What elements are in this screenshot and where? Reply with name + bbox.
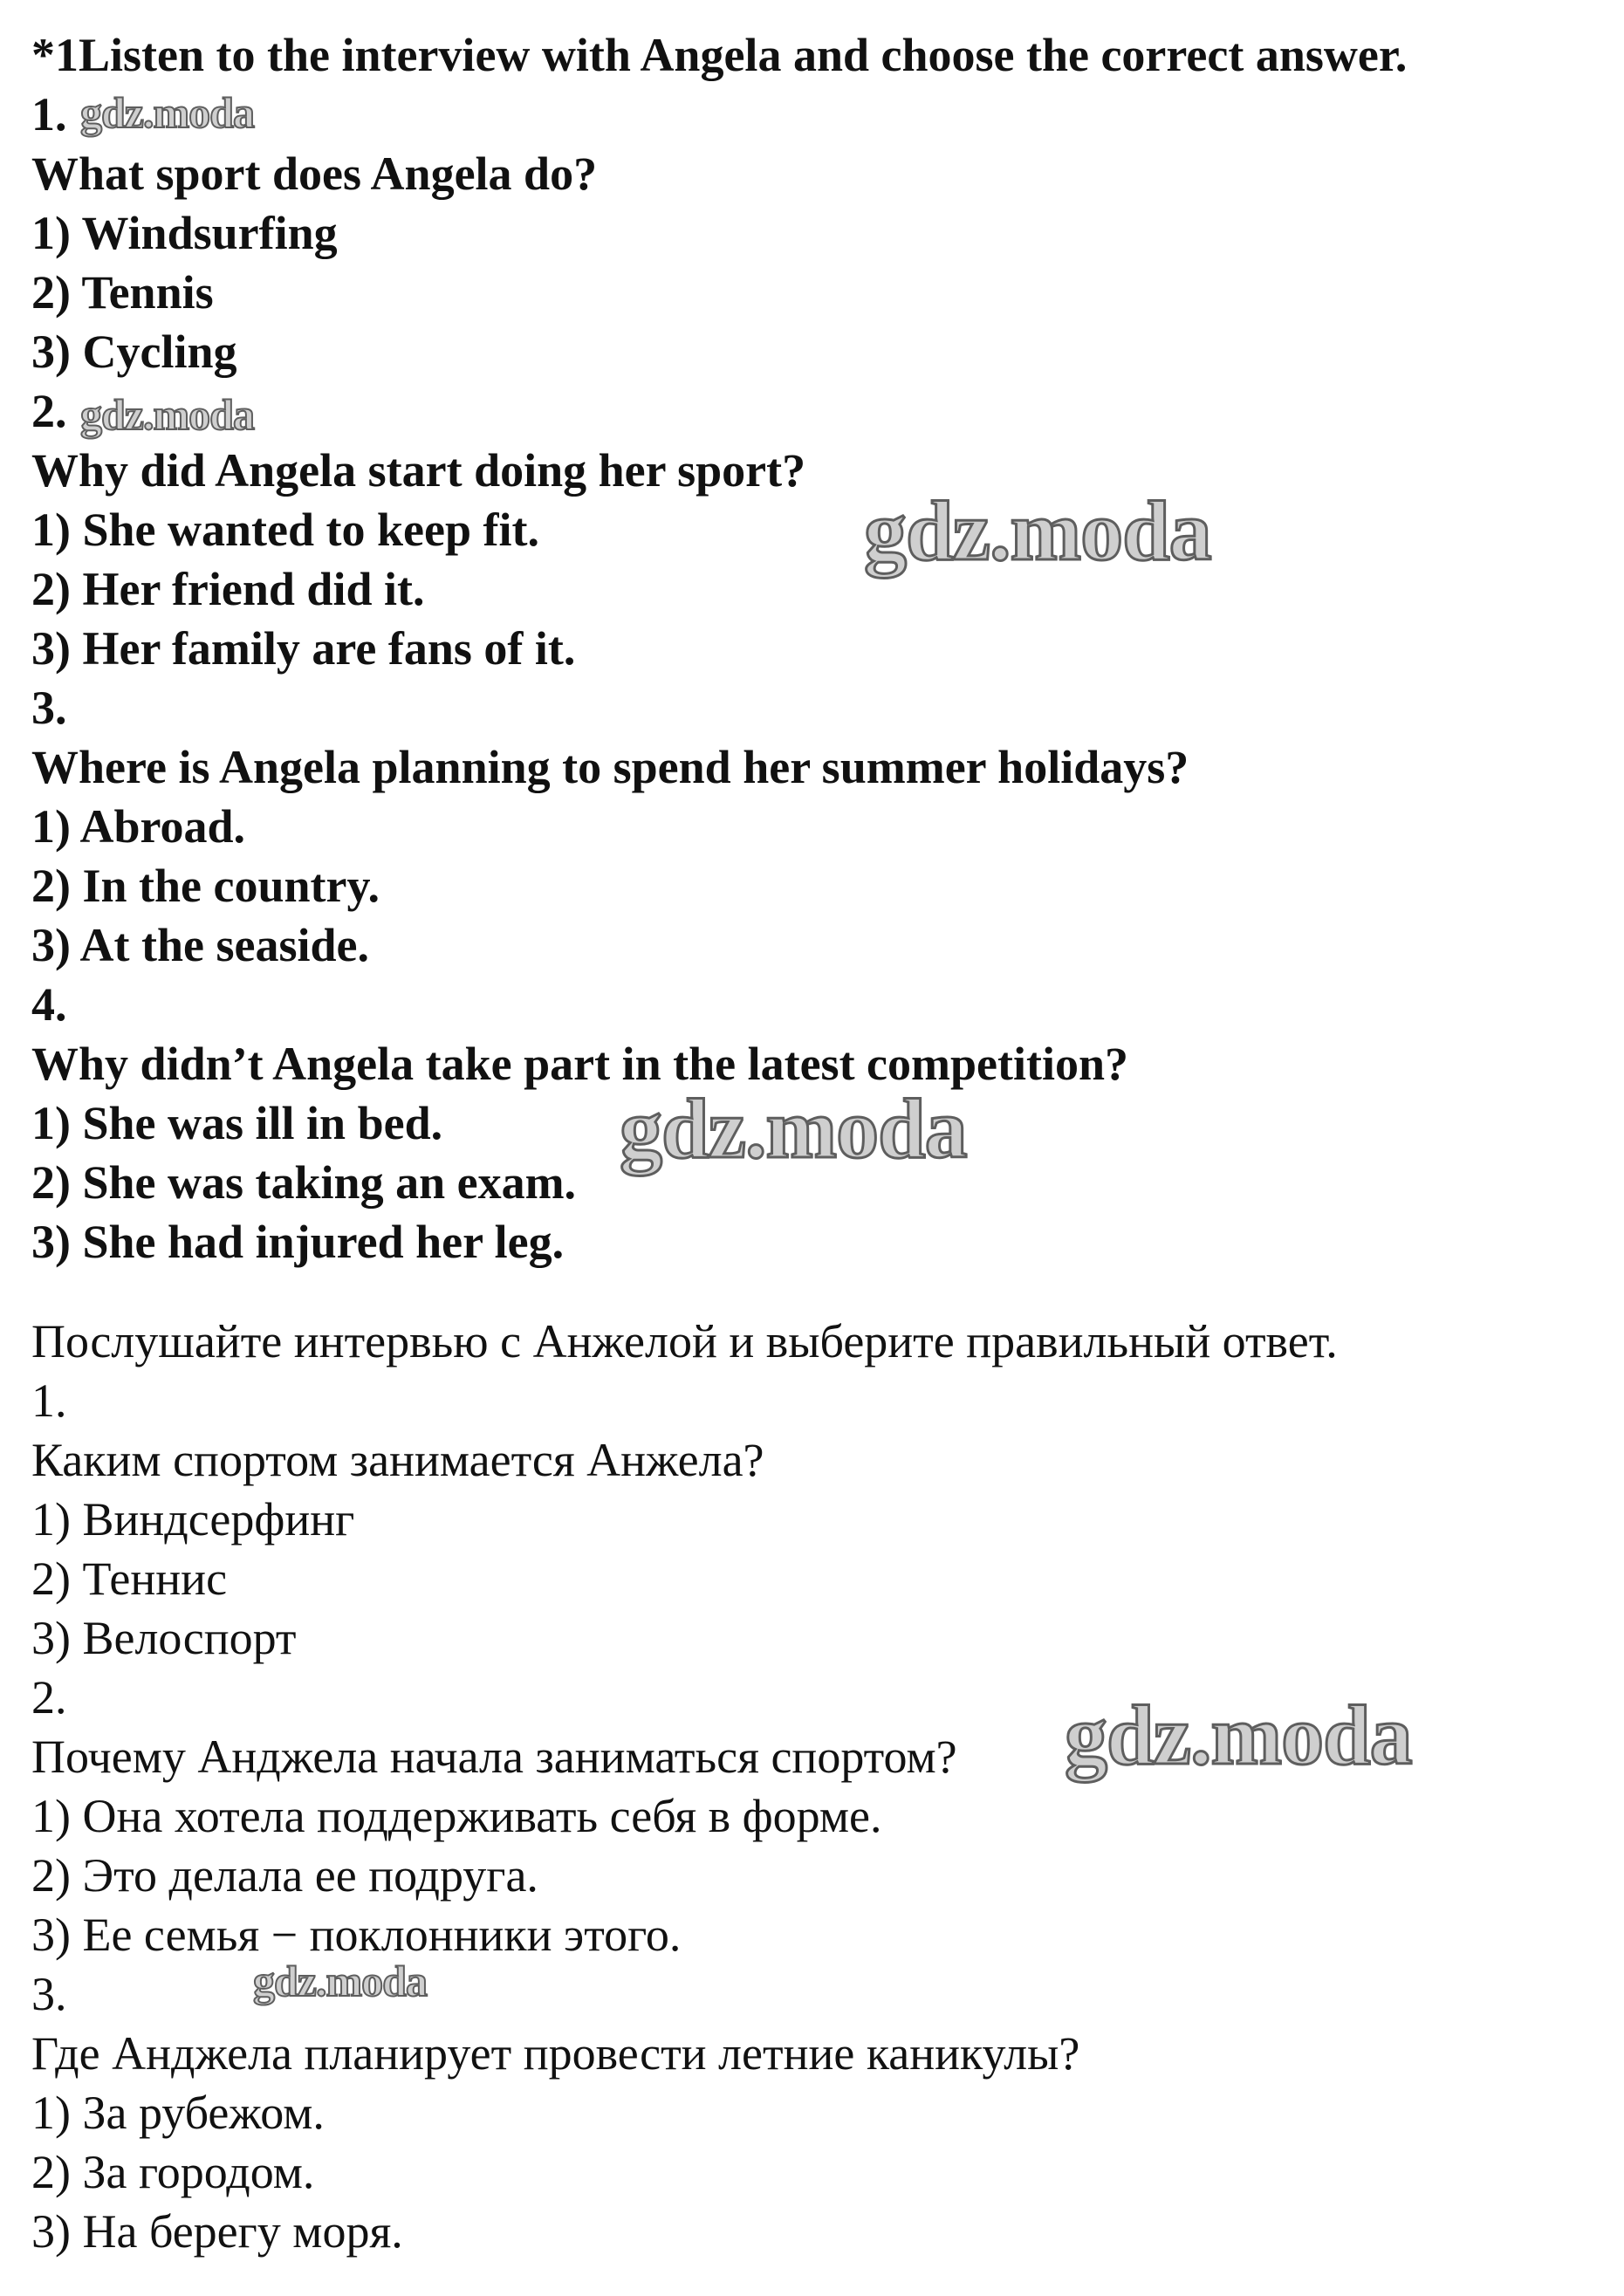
question-number: 3. <box>31 682 67 734</box>
question-number: 4. <box>31 978 67 1031</box>
answer-option: 2) За городом. <box>31 2146 315 2198</box>
question-number: 3. <box>31 1968 67 2020</box>
question-number: 1. <box>31 88 67 141</box>
watermark: gdz.moda <box>620 1082 967 1176</box>
question-text: What sport does Angela do? <box>31 147 598 200</box>
answer-option: 2) In the country. <box>31 860 380 912</box>
question-text: Где Анджела планирует провести летние каникулы? <box>31 2027 1080 2080</box>
answer-option: 3) Her family are fans of it. <box>31 622 576 675</box>
answer-option: 1) Abroad. <box>31 800 246 853</box>
answer-option: 3) Cycling <box>31 326 237 378</box>
question-text: Why did Angela start doing her sport? <box>31 444 806 497</box>
answer-option: 1) Виндсерфинг <box>31 1493 355 1546</box>
answer-option: 3) Ее семья − поклонники этого. <box>31 1909 682 1961</box>
exercise-title: *1Listen to the interview with Angela and choose the correct answer. <box>31 29 1408 81</box>
watermark: gdz.moda <box>864 484 1211 579</box>
answer-option: 2) Her friend did it. <box>31 563 425 615</box>
answer-option: 1) Она хотела поддерживать себя в форме. <box>31 1790 882 1842</box>
watermark: gdz.moda <box>253 1957 427 2005</box>
answer-option: 2) Это делала ее подруга. <box>31 1849 538 1902</box>
answer-option: 2) She was taking an exam. <box>31 1156 577 1209</box>
watermark: gdz.moda <box>80 390 254 439</box>
watermark: gdz.moda <box>1065 1689 1412 1783</box>
answer-option: 3) She had injured her leg. <box>31 1216 565 1268</box>
question-number: 1. <box>31 1374 67 1427</box>
question-text: Why didn’t Angela take part in the latest competition? <box>31 1038 1129 1090</box>
answer-option: 2) Теннис <box>31 1552 228 1605</box>
question-text: Where is Angela planning to spend her summer holidays? <box>31 741 1189 793</box>
question-number: 2. <box>31 385 67 437</box>
answer-option: 1) Windsurfing <box>31 207 338 259</box>
answer-option: 3) At the seaside. <box>31 919 369 971</box>
answer-option: 2) Tennis <box>31 266 214 319</box>
answer-option: 1) She wanted to keep fit. <box>31 504 539 556</box>
question-text: Каким спортом занимается Анжела? <box>31 1434 764 1486</box>
answer-option: 3) Велоспорт <box>31 1612 297 1664</box>
translation-title: Послушайте интервью с Анжелой и выберите правильный ответ. <box>31 1315 1338 1367</box>
watermark: gdz.moda <box>80 88 254 137</box>
answer-option: 1) За рубежом. <box>31 2087 325 2139</box>
question-number: 2. <box>31 1671 67 1724</box>
answer-option: 3) На берегу моря. <box>31 2205 403 2258</box>
answer-option: 1) She was ill in bed. <box>31 1097 443 1149</box>
question-text: Почему Анджела начала заниматься спортом? <box>31 1731 957 1783</box>
